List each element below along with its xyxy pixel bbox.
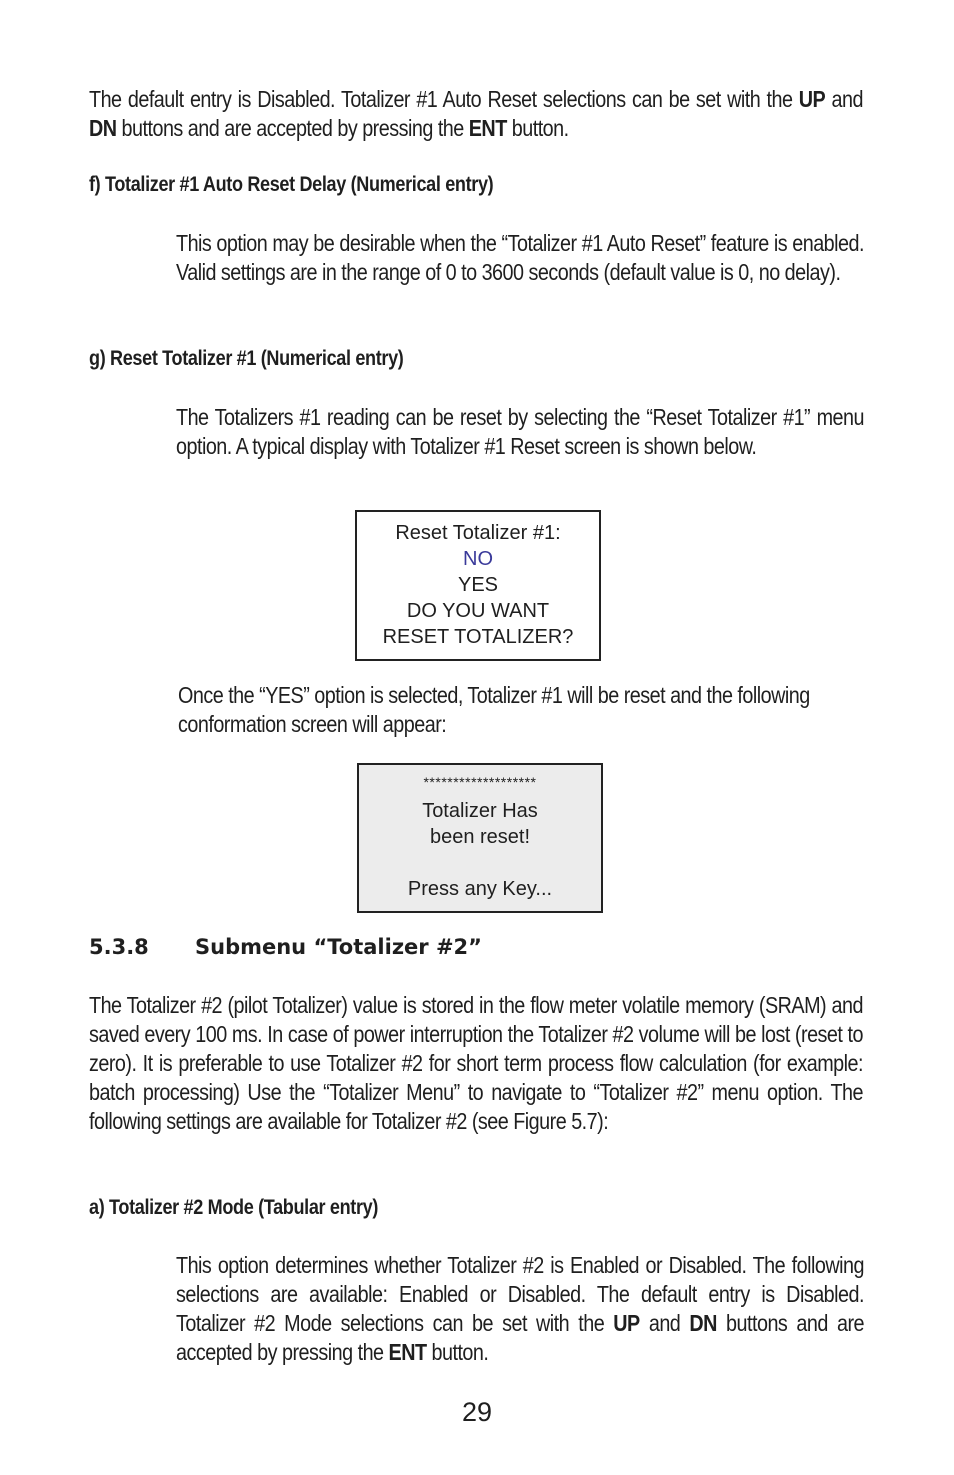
confirmation-spacer (359, 850, 601, 876)
mode-text-3: buttons and are accepted by pressing the (176, 1310, 864, 1365)
reset-screen-prompt-2: RESET TOTALIZER? (382, 626, 574, 648)
confirmation-stars: ******************* (423, 774, 537, 790)
confirmation-screen (357, 763, 603, 913)
mode-ent-key-label: ENT (388, 1339, 427, 1365)
reset-screen-prompt-1: DO YOU WANT (406, 600, 550, 622)
reset-totalizer-screen (355, 510, 601, 661)
option-no: NO (463, 548, 493, 570)
after-yes-paragraph: Once the “YES” option is selected, Totalizer #1 will be reset and the following conformation screen will appear: (178, 682, 810, 737)
page-number: 29 (461, 1397, 493, 1427)
intro-paragraph (89, 85, 863, 143)
section-title-text: Submenu “Totalizer #2” (195, 935, 482, 959)
section-number: 5.3.8 (89, 935, 149, 959)
reset-totalizer-paragraph: The Totalizers #1 reading can be reset by selecting the “Reset Totalizer #1” menu option. A typical display with Totalizer #1 Reset screen is shown below. (176, 404, 864, 459)
intro-text-4: button. (506, 115, 569, 141)
section-title-totalizer-2 (89, 934, 482, 960)
confirmation-line-1: Totalizer Has (422, 800, 538, 822)
mode-text-2: and (639, 1310, 690, 1336)
intro-text-2: and (825, 86, 863, 112)
totalizer-2-paragraph: The Totalizer #2 (pilot Totalizer) value is stored in the flow meter volatile memory (SRAM) and saved every 100 ms. In case of power interruption the Totalizer #2 volume will be lost (reset to zero). It is preferable to use Totalizer #2 for short term process flow calculation (for example: batch processing) Use the “Totalizer Menu” to navigate to “Totalizer #2” menu option. The following settings are available for Totalizer #2 (see Figure 5.7): (89, 992, 863, 1134)
intro-text-3: buttons and are accepted by pressing the (116, 115, 469, 141)
ent-key-label: ENT (468, 115, 507, 141)
auto-reset-delay-paragraph: This option may be desirable when the “Totalizer #1 Auto Reset” feature is enabled. Valid settings are in the range of 0 to 3600 seconds (default value is 0, no delay). (176, 230, 864, 285)
confirmation-line-3: Press any Key... (407, 878, 553, 900)
confirmation-line-2: been reset! (429, 826, 531, 848)
reset-screen-title: Reset Totalizer #1: (395, 522, 561, 544)
mode-text-1: This option determines whether Totalizer #2 is Enabled or Disabled. The following selections are available: Enabled or Disabled. The default entry is Disabled. Totalizer #2 Mode selections can be set with the (176, 1252, 864, 1336)
mode-up-key-label: UP (613, 1310, 640, 1336)
mode-text-4: button. (426, 1339, 489, 1365)
option-yes: YES (457, 574, 499, 596)
heading-reset-totalizer-1: g) Reset Totalizer #1 (Numerical entry) (89, 347, 404, 370)
dn-key-label: DN (89, 115, 117, 141)
mode-dn-key-label: DN (689, 1310, 717, 1336)
heading-auto-reset-delay: f) Totalizer #1 Auto Reset Delay (Numerical entry) (89, 173, 494, 196)
heading-totalizer-2-mode: a) Totalizer #2 Mode (Tabular entry) (89, 1196, 379, 1219)
totalizer-2-mode-paragraph (176, 1251, 864, 1367)
up-key-label: UP (798, 86, 826, 112)
intro-text-1: The default entry is Disabled. Totalizer #1 Auto Reset selections can be set with the (89, 86, 799, 112)
